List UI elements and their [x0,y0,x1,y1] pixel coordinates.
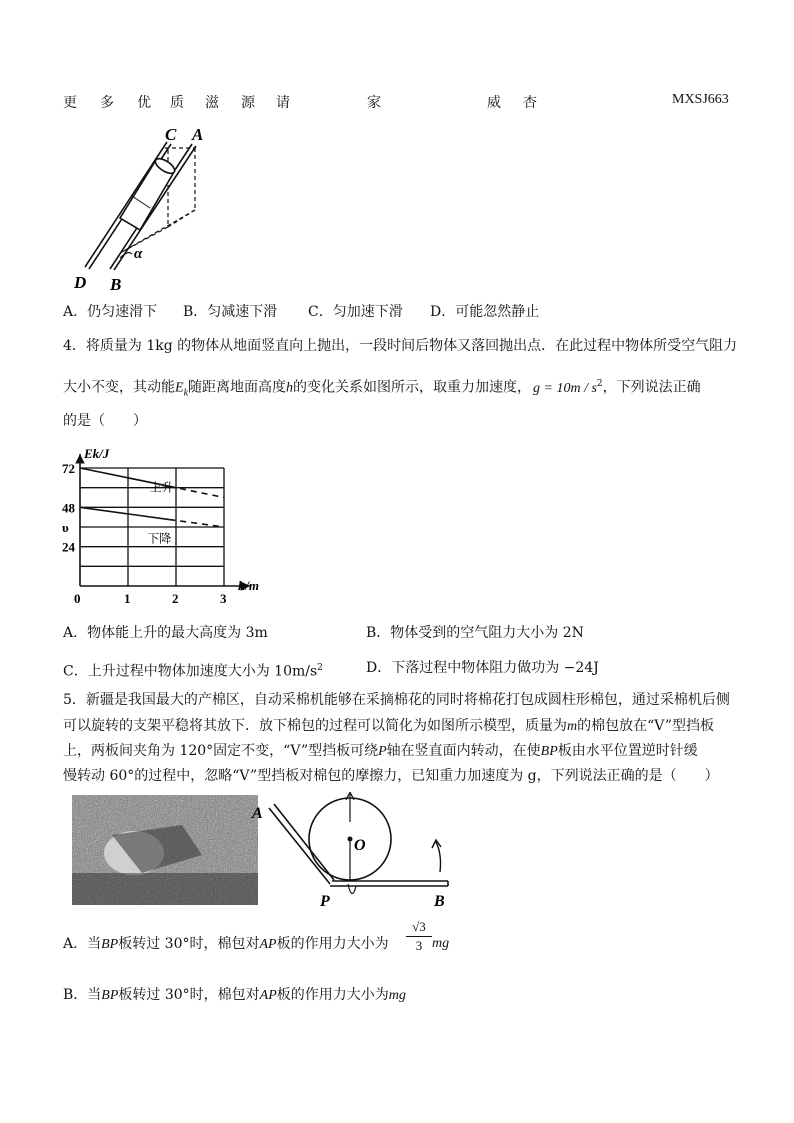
option-key: C． [308,304,333,320]
label-A: A [192,125,204,144]
text: 随距离地面高度 [188,379,287,396]
q5-option-a[interactable] [63,934,389,955]
option-text: 匀加速下滑 [332,304,403,320]
text: 板的作用力大小为 [276,987,389,1003]
text: 大小不变，其动能 [63,379,175,396]
option-key: C． [63,663,88,680]
option-key: D． [430,304,456,320]
text: 板转过 30°时，棉包对 [118,936,260,952]
series-label-down: 下降 [147,531,172,546]
text: 板由水平位置逆时针缓 [557,743,698,759]
label-C: C [165,125,177,144]
q3-option-a[interactable] [63,302,157,322]
label-D: D [74,273,87,292]
x-tick-label: 3 [220,591,227,606]
header-char: 多 [100,95,114,111]
series-line-down-dashed [169,520,224,527]
fraction [406,918,432,955]
header-char: 优 [137,95,151,111]
q3-option-b[interactable] [183,302,277,322]
x-tick-label: 2 [172,591,179,606]
header-char: 威 [487,95,501,111]
y-tick-label: 72 [62,461,75,476]
option-text: 下落过程中物体阻力做功为 −24J [391,660,599,676]
header-code: MXSJ663 [672,92,729,107]
option-key: B． [366,625,391,641]
option-key: B． [183,304,208,320]
y-tick-label: 48 [62,500,75,516]
symbol-AP: AP [259,937,277,952]
q3-figure [70,122,210,294]
option-text: 物体受到的空气阻力大小为 2N [390,625,584,641]
q4-option-c[interactable] [63,658,323,682]
header-char: 源 [241,95,255,111]
symbol-BP: BP [540,744,558,759]
header-char: 滋 [205,95,219,111]
option-key: A． [63,304,88,320]
header-char: 更 [63,95,77,111]
fraction-denominator: 3 [415,938,423,953]
board-ap-outer [269,808,330,884]
q5-diagram [250,792,460,910]
g-formula-sup: 2 [596,379,603,389]
q3-option-c[interactable] [308,302,403,322]
symbol-AP: AP [259,988,277,1003]
symbol-h: h [286,380,294,396]
board-ap-inner [274,804,334,880]
text: 的棉包放在“V”型挡板 [577,718,715,734]
label-A: A [252,805,263,822]
x-tick-label: 1 [124,591,131,606]
label-P: P [320,893,330,910]
symbol-BP: BP [101,988,119,1003]
series-label-up: 上升 [149,480,174,495]
option-key: D． [366,660,392,676]
option-key: A． [63,625,88,641]
q5-option-b[interactable] [63,985,406,1006]
text: 轴在竖直面内转动，在使 [386,743,541,759]
option-text: 仍匀速滑下 [87,304,158,320]
q4-option-b[interactable] [366,623,584,643]
q5-line-1: 5．新疆是我国最大的产棉区，自动采棉机能够在采摘棉花的同时将棉花打包成圆柱形棉包，通过采棉机后侧 [63,692,730,708]
symbol-mg: mg [432,936,450,951]
q3-option-d[interactable] [430,302,539,322]
text: 上，两板间夹角为 120°固定不变，“V”型挡板可绕 [63,743,379,759]
q4-line-2 [63,374,701,403]
text: 板的作用力大小为 [276,936,389,952]
symbol-BP: BP [101,937,119,952]
q4-chart [60,446,276,606]
q5-line-3 [63,741,698,762]
center-point-O [348,837,353,842]
text: B．当 [63,987,102,1003]
symbol-mg: mg [388,988,406,1003]
y-tick-label: υ [62,520,69,535]
q5-line-2 [63,716,714,737]
option-text: 可能忽然静止 [455,304,540,320]
option-text: 物体能上升的最大高度为 3m [87,625,268,641]
q4-option-d[interactable] [366,658,599,678]
q4-line-1: 4．将质量为 1kg 的物体从地面竖直向上抛出，一段时间后物体又落回抛出点．在此过程中物体所受空气阻力 [63,338,738,354]
text: 可以旋转的支架平稳将其放下．放下棉包的过程可以简化为如图所示模型，质量为 [63,718,567,734]
y-tick-label: 24 [62,539,75,555]
symbol-ek-sub: k [183,387,189,399]
label-alpha: α [134,246,143,262]
header-char: 请 [276,95,290,111]
g-formula: g = 10m / s [533,380,597,396]
q5-line-4: 慢转动 60°的过程中，忽略“V”型挡板对棉包的摩擦力，已知重力加速度为 g，下列说法正确的是（ ） [63,768,719,784]
x-axis-title: h/m [238,578,259,593]
symbol-m: m [567,719,578,734]
q4-option-a[interactable] [63,623,268,643]
label-B: B [434,893,445,910]
text: 板转过 30°时，棉包对 [118,987,260,1003]
fraction-numerator: √3 [406,918,432,937]
text: 的变化关系如图所示，取重力加速度， [293,379,532,396]
option-sup: 2 [317,663,323,673]
header-char: 家 [367,95,381,111]
y-axis-title: Ek/J [84,446,110,461]
label-O: O [354,837,366,854]
header-char: 杏 [523,95,537,111]
q4-line-3: 的是（ ） [63,413,147,429]
symbol-ek: E [175,380,184,396]
option-text: 匀减速下滑 [207,304,278,320]
label-B: B [110,275,122,294]
series-line-down [80,507,169,519]
symbol-P: P [378,744,387,759]
photo-ground [72,873,258,905]
cotton-baler-photo [72,795,258,905]
option-text: 上升过程中物体加速度大小为 10m/s [87,663,318,680]
dash-line [168,210,195,227]
x-tick-label: 0 [74,591,81,606]
text: A．当 [63,936,102,952]
text: ，下列说法正确 [602,379,701,396]
header-char: 质 [170,95,184,111]
